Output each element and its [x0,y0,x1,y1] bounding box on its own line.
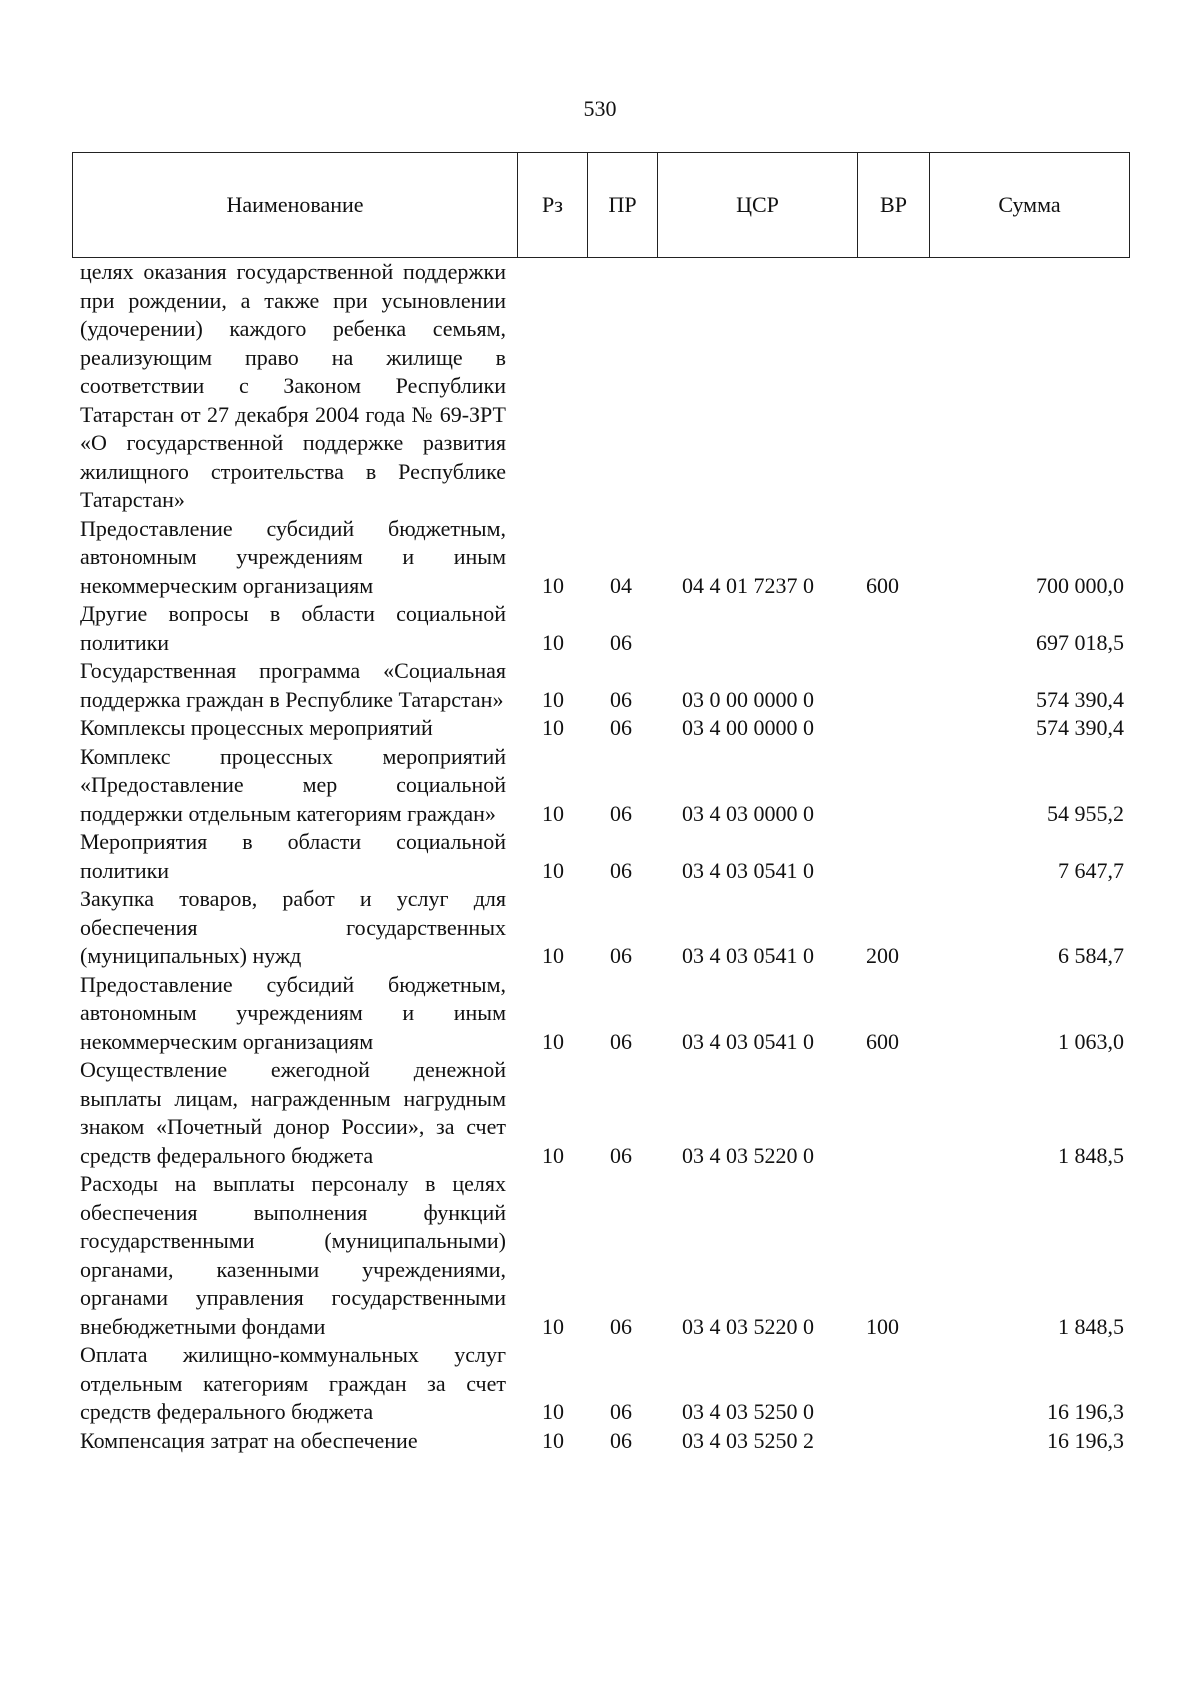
row-rz: 10 [542,943,564,968]
row-csr: 03 0 00 0000 0 [682,686,814,712]
row-name: Комплексы процессных мероприятий [80,715,433,740]
row-csr: 03 4 03 5220 0 [682,1142,814,1168]
row-name: Мероприятия в области социальной политики [80,829,506,883]
row-vr: 200 [866,943,899,968]
row-pr: 06 [610,1028,632,1054]
row-pr: 06 [610,629,632,655]
table-row [0,1170,1200,1341]
row-name: Закупка товаров, работ и услуг для обеспечения государственных (муниципальных) нужд [80,886,506,968]
row-name: Оплата жилищно-коммунальных услуг отдельным категориям граждан за счет средств федерального бюджета [80,1342,506,1424]
row-vr: 600 [866,1028,899,1054]
table-row [0,600,1200,657]
row-sum: 16 196,3 [1047,1399,1124,1424]
row-sum: 6 584,7 [1058,943,1124,968]
row-vr: 600 [866,572,899,598]
header-pr: ПР [588,153,658,257]
table-row [0,971,1200,1057]
row-pr: 06 [610,1427,632,1453]
row-rz: 10 [542,715,564,740]
row-sum: 16 196,3 [1047,1427,1124,1453]
row-sum: 1 848,5 [1058,1142,1124,1168]
row-sum: 1 063,0 [1058,1028,1124,1054]
table-row [0,1056,1200,1170]
row-pr: 06 [610,1399,632,1424]
table-row [0,885,1200,971]
table-row [0,258,1200,515]
row-sum: 1 848,5 [1058,1313,1124,1339]
row-rz: 10 [542,1028,564,1054]
row-pr: 06 [610,800,632,826]
table-row [0,714,1200,743]
row-csr: 03 4 03 0000 0 [682,800,814,826]
header-csr: ЦСР [658,153,858,257]
header-name: Наименование [73,153,518,257]
header-rz: Рз [518,153,588,257]
row-csr: 03 4 03 0541 0 [682,943,814,968]
row-name: Компенсация затрат на обеспечение [80,1427,418,1453]
table-header [72,152,1130,258]
row-name: Государственная программа «Социальная поддержка граждан в Республике Татарстан» [80,658,506,712]
row-pr: 06 [610,686,632,712]
row-pr: 06 [610,943,632,968]
row-sum: 574 390,4 [1036,715,1124,740]
row-sum: 7 647,7 [1058,857,1124,883]
row-pr: 06 [610,1142,632,1168]
row-rz: 10 [542,629,564,655]
row-name: Другие вопросы в области социальной политики [80,601,506,655]
row-vr: 100 [866,1313,899,1339]
row-pr: 06 [610,857,632,883]
row-pr: 06 [610,1313,632,1339]
row-sum: 697 018,5 [1036,629,1124,655]
row-name: Комплекс процессных мероприятий «Предоставление мер социальной поддержки отдельным категориям граждан» [80,743,506,826]
table-body [0,258,1200,1455]
row-pr: 04 [610,572,632,598]
row-rz: 10 [542,1427,564,1453]
row-sum: 54 955,2 [1047,800,1124,826]
row-rz: 10 [542,1142,564,1168]
row-csr: 03 4 03 0541 0 [682,1028,814,1054]
table-row [0,1341,1200,1427]
table-row [0,657,1200,714]
header-vr: ВР [858,153,930,257]
row-name: Осуществление ежегодной денежной выплаты лицам, награжденным нагрудным знаком «Почетный донор России», за счет средств федерального бюджета [80,1057,506,1168]
row-csr: 03 4 03 5220 0 [682,1313,814,1339]
table-row [0,743,1200,829]
table-row [0,515,1200,601]
row-csr: 03 4 03 0541 0 [682,857,814,883]
row-rz: 10 [542,686,564,712]
row-csr: 03 4 00 0000 0 [682,715,814,740]
row-sum: 574 390,4 [1036,686,1124,712]
page-number: 530 [583,96,617,121]
row-csr: 03 4 03 5250 2 [682,1427,814,1453]
row-name: целях оказания государственной поддержки при рождении, а также при усыновлении (удочерении) каждого ребенка семьям, реализующим право на жилище в соответствии с Законом Республики Татарстан от 27 декабря 2004 года № 69-ЗРТ «О государственной поддержке развития жилищного строительства в Республике Татарстан» [80,259,506,512]
header-sum: Сумма [998,192,1061,217]
table-row [0,828,1200,885]
row-pr: 06 [610,715,632,740]
row-rz: 10 [542,572,564,598]
row-name: Предоставление субсидий бюджетным, автономным учреждениям и иным некоммерческим организациям [80,971,506,1054]
row-csr: 04 4 01 7237 0 [682,572,814,598]
row-rz: 10 [542,800,564,826]
row-csr: 03 4 03 5250 0 [682,1399,814,1424]
table-row [0,1427,1200,1456]
row-name: Предоставление субсидий бюджетным, автономным учреждениям и иным некоммерческим организациям [80,515,506,598]
row-name: Расходы на выплаты персоналу в целях обеспечения выполнения функций государственными (муниципальными) органами, казенными учреждениями, органами управления государственными внебюджетными фондами [80,1171,506,1339]
row-rz: 10 [542,857,564,883]
row-rz: 10 [542,1313,564,1339]
row-rz: 10 [542,1399,564,1424]
row-sum: 700 000,0 [1036,572,1124,598]
